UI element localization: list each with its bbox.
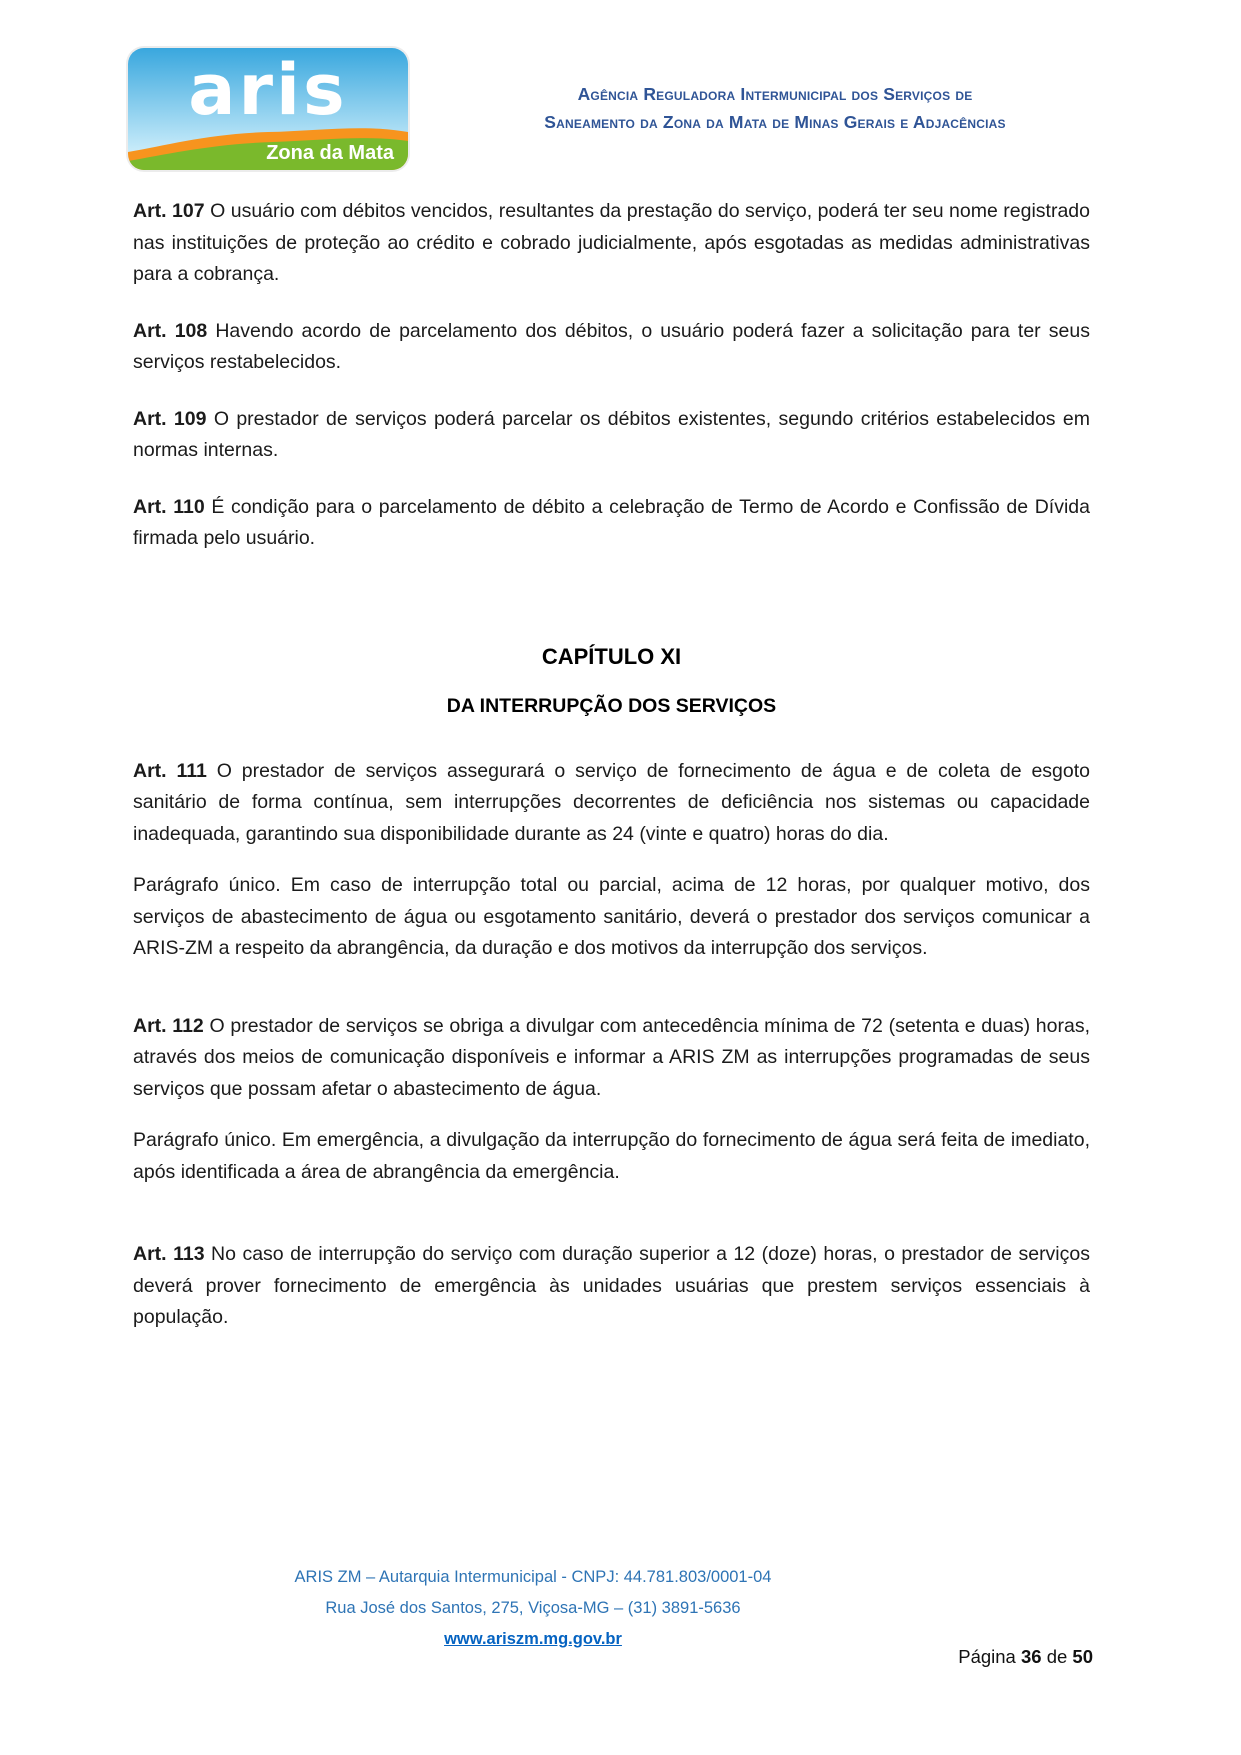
page-footer bbox=[133, 1562, 933, 1655]
sole-paragraph-112-text: Parágrafo único. Em emergência, a divulgação da interrupção do fornecimento de água será feita de imediato, após identificada a área de abrangência da emergência. bbox=[133, 1129, 1090, 1183]
chapter-title: CAPÍTULO XI bbox=[541, 643, 682, 669]
article-107-number: Art. 107 bbox=[133, 200, 205, 222]
paragraph-art-111 bbox=[133, 756, 1090, 851]
aris-logo bbox=[128, 48, 408, 170]
agency-name bbox=[450, 80, 1100, 136]
paragraph-sole-112 bbox=[133, 1125, 1090, 1188]
page-number-total: 50 bbox=[1072, 1646, 1093, 1667]
paragraph-art-112 bbox=[133, 1011, 1090, 1106]
chapter-subtitle: DA INTERRUPÇÃO DOS SERVIÇOS bbox=[446, 694, 777, 717]
paragraph-art-109 bbox=[133, 404, 1090, 467]
article-111-number: Art. 111 bbox=[133, 759, 207, 782]
paragraph-art-108 bbox=[133, 316, 1090, 379]
page-number-label: Página bbox=[958, 1646, 1016, 1667]
page-number-connector: de bbox=[1046, 1646, 1068, 1667]
article-112-number: Art. 112 bbox=[133, 1014, 204, 1037]
article-110-text: É condição para o parcelamento de débito a celebração de Termo de Acordo e Confissão de Dívida firmada pelo usuário. bbox=[133, 495, 1091, 549]
article-112-text: O prestador de serviços se obriga a divulgar com antecedência mínima de 72 (setenta e duas) horas, através dos meios de comunicação disponíveis e informar a ARIS ZM as interrupções programadas de seus serviços que possam afetar o abastecimento de água. bbox=[133, 1014, 1090, 1100]
footer-address-line: Rua José dos Santos, 275, Viçosa-MG – (31) 3891-5636 bbox=[325, 1599, 741, 1617]
document-body bbox=[133, 196, 1090, 1359]
paragraph-art-113 bbox=[133, 1239, 1090, 1334]
paragraph-art-110 bbox=[133, 492, 1090, 555]
article-109-number: Art. 109 bbox=[133, 407, 207, 430]
page-number-current: 36 bbox=[1020, 1646, 1042, 1667]
agency-name-line-2: Saneamento da Zona da Mata de Minas Gerais e Adjacências bbox=[544, 112, 1006, 132]
article-107-text: O usuário com débitos vencidos, resultantes da prestação do serviço, poderá ter seu nome registrado nas instituições de proteção ao crédito e cobrado judicialmente, após esgotadas as medidas administrativas para a cobrança. bbox=[133, 200, 1090, 285]
footer-website-link[interactable]: www.ariszm.mg.gov.br bbox=[444, 1630, 622, 1648]
article-113-text: No caso de interrupção do serviço com duração superior a 12 (doze) horas, o prestador de serviços deverá prover fornecimento de emergência às unidades usuárias que prestem serviços essenciais à população. bbox=[133, 1243, 1090, 1328]
paragraph-sole-111 bbox=[133, 870, 1090, 965]
article-111-text: O prestador de serviços assegurará o serviço de fornecimento de água e de coleta de esgoto sanitário de forma contínua, sem interrupções decorrentes de deficiência nos sistemas ou capacidade inadequada, garantindo sua disponibilidade durante as 24 (vinte e quatro) horas do dia. bbox=[133, 759, 1090, 845]
paragraph-art-107 bbox=[133, 196, 1090, 291]
article-109-text: O prestador de serviços poderá parcelar os débitos existentes, segundo critérios estabelecidos em normas internas. bbox=[133, 407, 1090, 461]
article-108-text: Havendo acordo de parcelamento dos débitos, o usuário poderá fazer a solicitação para ter seus serviços restabelecidos. bbox=[133, 319, 1090, 373]
logo-region-text: Zona da Mata bbox=[266, 142, 394, 164]
agency-name-line-1: Agência Reguladora Intermunicipal dos Serviços de bbox=[577, 84, 973, 104]
article-113-number: Art. 113 bbox=[133, 1243, 205, 1265]
logo-brand-text: aris bbox=[188, 49, 348, 131]
article-110-number: Art. 110 bbox=[133, 495, 205, 518]
footer-org-line: ARIS ZM – Autarquia Intermunicipal - CNPJ: 44.781.803/0001-04 bbox=[294, 1568, 772, 1586]
page-number bbox=[958, 1646, 1093, 1668]
sole-paragraph-111-text: Parágrafo único. Em caso de interrupção total ou parcial, acima de 12 horas, por qualquer motivo, dos serviços de abastecimento de água ou esgotamento sanitário, deverá o prestador dos serviços comunicar a ARIS-ZM a respeito da abrangência, da duração e dos motivos da interrupção dos serviços. bbox=[133, 874, 1090, 959]
article-108-number: Art. 108 bbox=[133, 319, 208, 342]
